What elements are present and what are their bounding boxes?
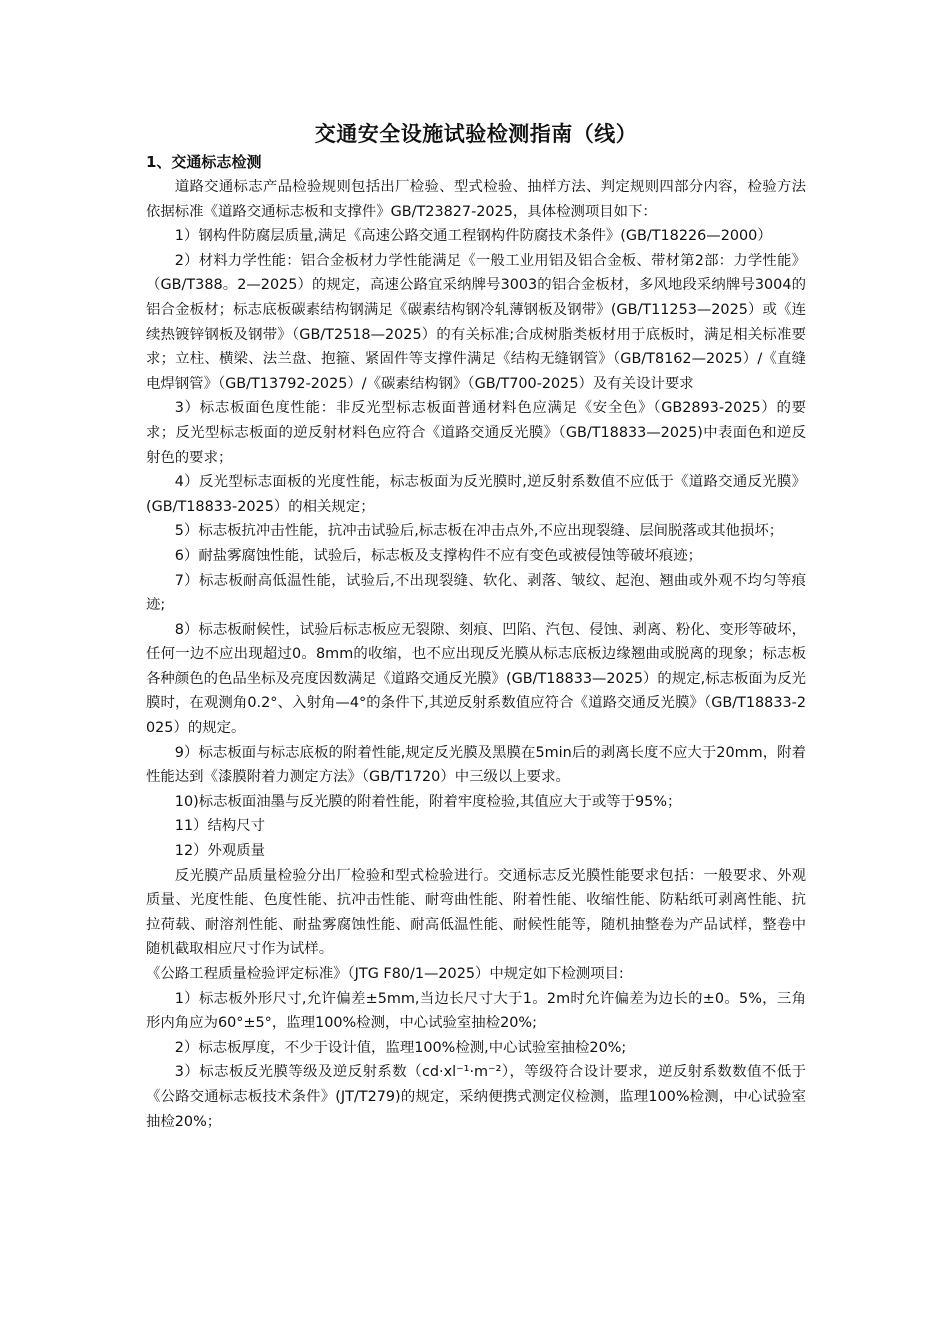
- intro-paragraph: 道路交通标志产品检验规则包括出厂检验、型式检验、抽样方法、判定规则四部分内容，检验方法依据标准《道路交通标志板和支撑件》GB/T23827-2025，具体检测项目如下：: [146, 179, 806, 220]
- section-heading: 1、交通标志检测: [146, 153, 262, 171]
- item-1-paragraph: 1）钢构件防腐层质量,满足《高速公路交通工程钢构件防腐技术条件》(GB/T18226—2000）: [174, 228, 772, 245]
- reflective-film-paragraph: 反光膜产品质量检验分出厂检验和型式检验进行。交通标志反光膜性能要求包括：一般要求、外观质量、光度性能、色度性能、抗冲击性能、耐弯曲性能、附着性能、收缩性能、防粘纸可剥离性能、抗拉荷载、耐溶剂性能、耐盐雾腐蚀性能、耐高低温性能、耐候性能等，随机抽整卷为产品试样，整卷中随机截取相应尺寸作为试样。: [146, 867, 806, 958]
- item-2-paragraph: 2）材料力学性能：铝合金板材力学性能满足《一般工业用铝及铝合金板、带材第2部：力学性能》（GB/T388。2—2025）的规定，高速公路宜采纳牌号3003的铝合金板材，多风地段采纳牌号3004的铝合金板材；标志底板碳素结构钢满足《碳素结构钢冷轧薄钢板及钢带》(GB/T11253—2025）或《连续热镀锌钢板及钢带》（GB/T2518—2025）的有关标准;合成树脂类板材用于底板时，满足相关标准要求；立柱、横梁、法兰盘、抱箍、紧固件等支撑件满足《结构无缝钢管》（GB/T8162—2025）/《直缝电焊钢管》（GB/T13792-2025）/《碳素结构钢》（GB/T700-2025）及有关设计要求: [146, 252, 806, 392]
- standard-reference-paragraph: 《公路工程质量检验评定标准》（JTG F80/1—2025）中规定如下检测项目:: [146, 966, 624, 982]
- item-5-paragraph: 5）标志板抗冲击性能，抗冲击试验后,标志板在冲击点外,不应出现裂缝、层间脱落或其他损坏；: [174, 523, 784, 540]
- item-7-paragraph: 7）标志板耐高低温性能，试验后,不出现裂缝、软化、剥落、皱纹、起泡、翘曲或外观不均匀等痕迹;: [146, 572, 806, 614]
- document-title: 交通安全设施试验检测指南（线）: [314, 122, 638, 146]
- item-3-paragraph: 3）标志板面色度性能：非反光型标志板面普通材料色应满足《安全色》（GB2893-2025）的要求；反光型标志板面的逆反射材料色应符合《道路交通反光膜》（GB/T18833—2025)中表面色和逆反射色的要求；: [146, 400, 806, 466]
- item-12-paragraph: 12）外观质量: [174, 843, 266, 860]
- item-6-paragraph: 6）耐盐雾腐蚀性能，试验后，标志板及支撑构件不应有变色或被侵蚀等破坏痕迹；: [174, 547, 703, 564]
- item-4-paragraph: 4）反光型标志面板的光度性能，标志板面为反光膜时,逆反射系数值不应低于《道路交通反光膜》(GB/T18833-2025）的相关规定；: [146, 474, 806, 515]
- item-9-paragraph: 9）标志板面与标志底板的附着性能,规定反光膜及黑膜在5min后的剥离长度不应大于20mm，附着性能达到《漆膜附着力测定方法》（GB/T1720）中三级以上要求。: [146, 744, 806, 786]
- check-item-1-paragraph: 1）标志板外形尺寸,允许偏差±5mm,当边长尺寸大于1。2m时允许偏差为边长的±0。5%，三角形内角应为60°±5°，监理100%检测，中心试验室抽检20%;: [146, 990, 806, 1032]
- document-page: [146, 118, 806, 1134]
- item-8-paragraph: 8）标志板耐候性，试验后标志板应无裂隙、刻痕、凹陷、汽包、侵蚀、剥离、粉化、变形等破坏，任何一边不应出现超过0。8mm的收缩，也不应出现反光膜从标志底板边缘翘曲或脱离的现象；标志板各种颜色的色品坐标及亮度因数满足《道路交通反光膜》(GB/T18833—2025）的规定,标志板面为反光膜时，在观测角0.2°、入射角—4°的条件下,其逆反射系数值应符合《道路交通反光膜》（GB/T18833-2025）的规定。: [146, 621, 806, 737]
- item-10-paragraph: 10)标志板面油墨与反光膜的附着性能，附着牢度检验,其值应大于或等于95%；: [174, 793, 682, 810]
- check-item-3-paragraph: 3）标志板反光膜等级及逆反射系数（cd·xl⁻¹·m⁻²），等级符合设计要求，逆反射系数数值不低于《公路交通标志板技术条件》(JT/T279)的规定，采纳便携式测定仪检测，监理100%检测，中心试验室抽检20%；: [146, 1064, 806, 1130]
- check-item-2-paragraph: 2）标志板厚度，不少于设计值，监理100%检测,中心试验室抽检20%;: [174, 1039, 627, 1056]
- item-11-paragraph: 11）结构尺寸: [174, 818, 266, 835]
